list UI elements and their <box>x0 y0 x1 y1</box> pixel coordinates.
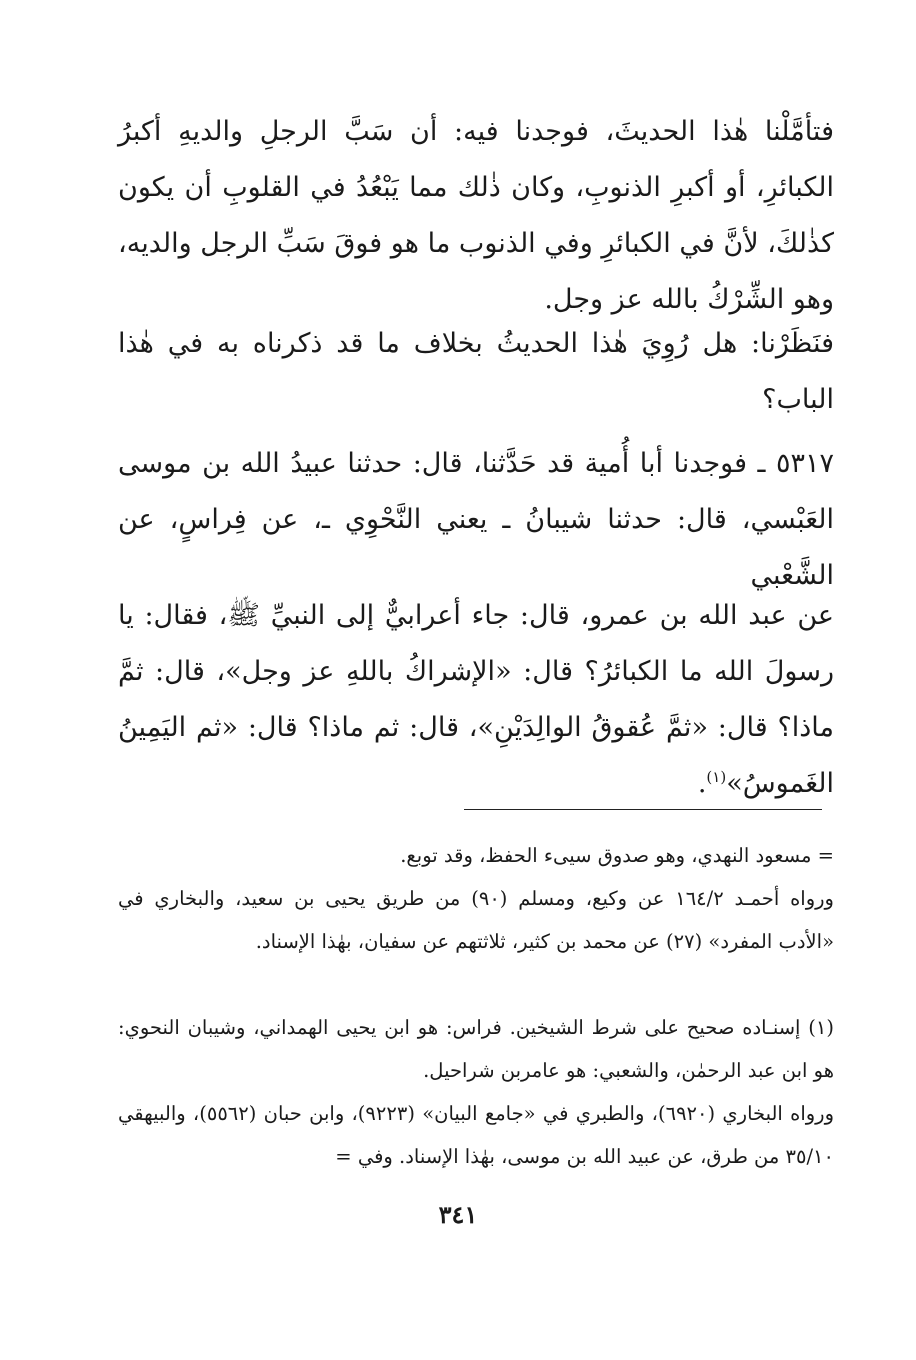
paragraph-text: فنَظَرْنا: هل رُوِيَ هٰذا الحديثُ بخلاف ما قد ذكرناه به في هٰذا الباب؟ <box>118 328 834 415</box>
hadith-matn-paragraph <box>118 588 834 812</box>
footnote-text: ورواه البخاري (٦٩٢٠)، والطبري في «جامع البيان» (٩٢٢٣)، وابن حبان (٥٥٦٢)، والبيهقي ٣٥/١٠ من طرق، عن عبيد الله بن موسى، بهٰذا الإسناد. وفي = <box>118 1102 835 1168</box>
paragraph-text: فتأمَّلْنا هٰذا الحديثَ، فوجدنا فيه: أن سَبَّ الرجلِ والديهِ أكبرُ الكبائرِ، أو أكبرِ الذنوبِ، وكان ذٰلك مما يَبْعُدُ في القلوبِ أن يكون كذٰلكَ، لأنَّ في الكبائرِ وفي الذنوب ما هو فوقَ سَبِّ الرجل والديه، وهو الشِّرْكُ بالله عز وجل. <box>118 116 834 315</box>
footnote-paragraph-b <box>118 1092 834 1178</box>
main-paragraph-1 <box>118 104 834 328</box>
footnote-continuation <box>118 834 834 877</box>
footnote-text: ورواه أحمـد ١٦٤/٢ عن وكيع، ومسلم (٩٠) من طريق يحيى بن سعيد، والبخاري في «الأدب المفرد» (٢٧) عن محمد بن كثير، ثلاثتهم عن سفيان، بهٰذا الإسناد. <box>118 887 834 953</box>
hadith-isnad-paragraph <box>118 436 834 604</box>
page-number: ٣٤١ <box>438 1200 478 1229</box>
main-paragraph-2 <box>118 316 834 428</box>
footnote-text: (١) إسنـاده صحيح على شرط الشيخين. فراس: هو ابن يحيى الهمداني، وشيبان النحوي: هو ابن عبد الرحمٰن، والشعبي: هو عامربن شراحيل. <box>118 1016 834 1082</box>
footnote-text: = مسعود النهدي، وهو صدوق سيىء الحفظ، وقد توبع. <box>400 844 834 867</box>
hadith-text: عن عبد الله بن عمرو، قال: جاء أعرابيٌّ إلى النبيِّ ﷺ، فقال: يا رسولَ الله ما الكبائرُ؟ قال: «الإشراكُ باللهِ عز وجل»، قال: ثمَّ ماذا؟ قال: «ثمَّ عُقوقُ الوالِدَيْنِ»، قال: ثم ماذا؟ قال: «ثم اليَمِينُ الغَموسُ» <box>118 600 834 799</box>
paragraph-text: ٥٣١٧ ـ فوجدنا أبا أُمية قد حَدَّثنا، قال: حدثنا عبيدُ الله بن موسى العَبْسي، قال: حدثنا شيبانُ ـ يعني النَّحْوِي ـ، عن فِراسٍ، عن الشَّعْبي <box>118 448 834 591</box>
sentence-end: . <box>697 768 707 799</box>
footnote-1 <box>118 1006 834 1092</box>
footnote-paragraph-a <box>118 877 834 963</box>
footnote-reference: (١) <box>706 768 727 786</box>
footnote-separator <box>464 809 822 810</box>
paragraph-text <box>118 588 834 812</box>
